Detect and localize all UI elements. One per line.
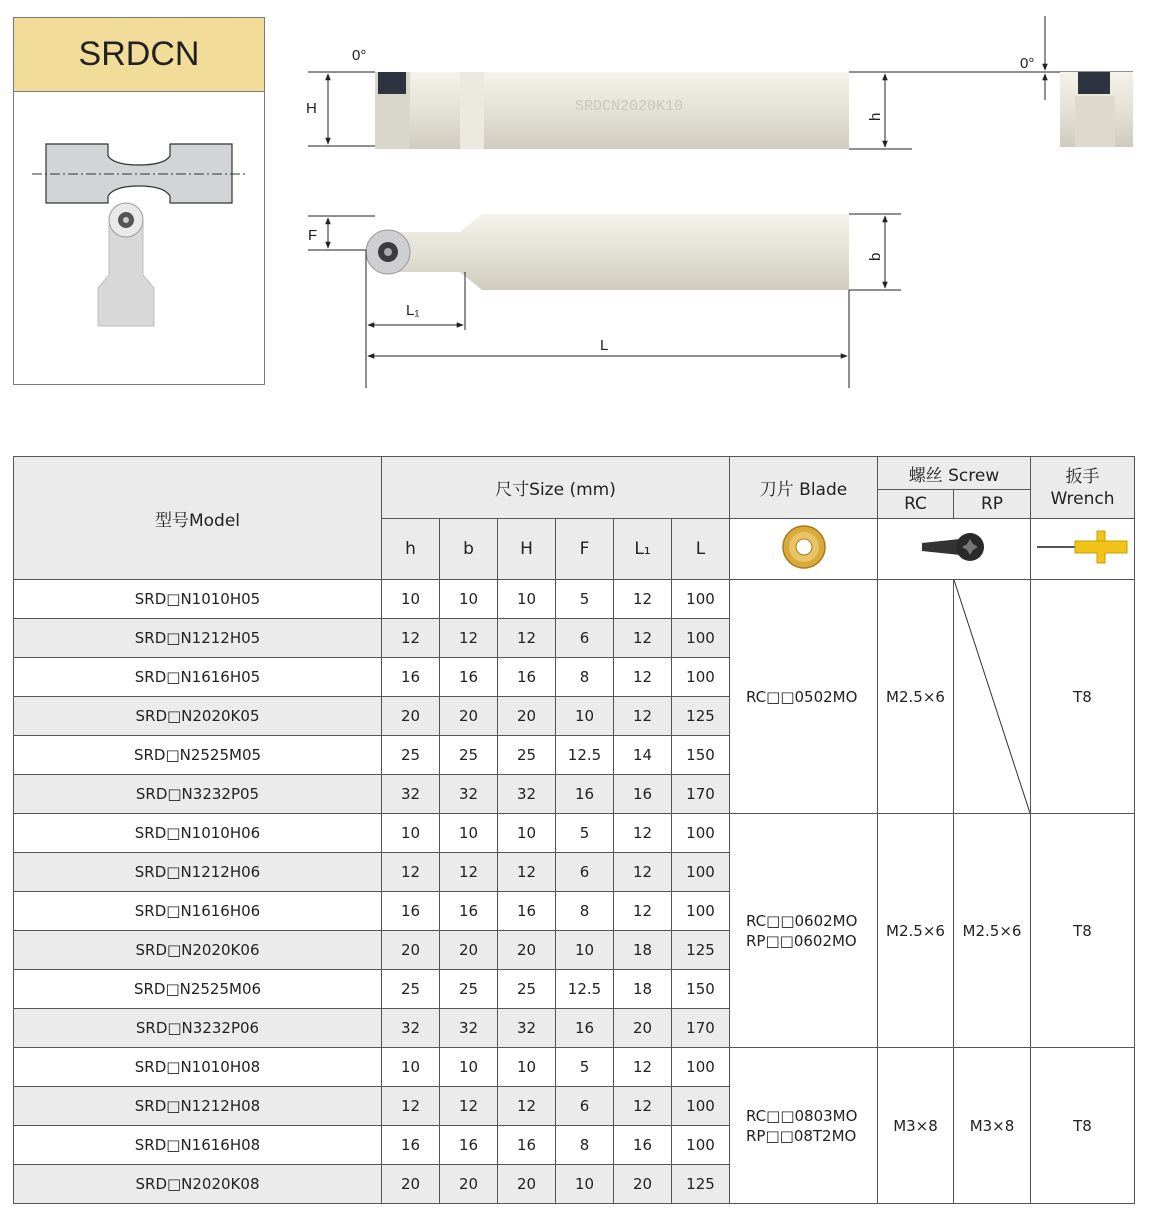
screw-image-cell (878, 519, 1031, 580)
model-cell: SRD□N1212H08 (14, 1087, 382, 1126)
size-cell-H: 25 (498, 736, 556, 775)
model-cell: SRD□N1616H06 (14, 892, 382, 931)
header-col-h: h (382, 519, 440, 580)
size-cell-h: 32 (382, 775, 440, 814)
blade-image-cell (730, 519, 878, 580)
size-cell-b: 20 (440, 1165, 498, 1204)
model-cell: SRD□N1616H08 (14, 1126, 382, 1165)
F-label: F (308, 227, 318, 244)
top-view-screw-center (384, 248, 392, 256)
size-cell-L: 100 (672, 892, 730, 931)
size-cell-b: 10 (440, 1048, 498, 1087)
size-cell-L: 100 (672, 658, 730, 697)
size-cell-h: 12 (382, 619, 440, 658)
model-cell: SRD□N1212H05 (14, 619, 382, 658)
size-cell-H: 10 (498, 814, 556, 853)
table-row (14, 580, 1135, 619)
size-cell-b: 32 (440, 775, 498, 814)
table-row (14, 814, 1135, 853)
angle-left-label: 0° (352, 47, 367, 64)
model-cell: SRD□N2020K08 (14, 1165, 382, 1204)
size-cell-F: 6 (556, 1087, 614, 1126)
header-col-L: L (672, 519, 730, 580)
size-cell-F: 8 (556, 658, 614, 697)
side-view (306, 47, 915, 149)
size-cell-L: 150 (672, 970, 730, 1009)
size-cell-H: 32 (498, 1009, 556, 1048)
size-cell-L1: 16 (614, 775, 672, 814)
size-cell-L: 100 (672, 853, 730, 892)
size-cell-L1: 12 (614, 853, 672, 892)
size-cell-F: 8 (556, 1126, 614, 1165)
header-model: 型号Model (14, 457, 382, 580)
size-cell-H: 25 (498, 970, 556, 1009)
size-cell-H: 12 (498, 1087, 556, 1126)
size-cell-L1: 20 (614, 1165, 672, 1204)
size-cell-L1: 14 (614, 736, 672, 775)
blade-cell (730, 580, 878, 814)
product-code-title: SRDCN (14, 18, 264, 92)
header-screw: 螺丝 Screw (878, 457, 1031, 490)
size-cell-b: 16 (440, 658, 498, 697)
blade-insert-icon (779, 522, 829, 572)
blade-code: RP□□0602MO (746, 931, 857, 950)
size-cell-L: 100 (672, 1087, 730, 1126)
size-cell-b: 32 (440, 1009, 498, 1048)
blade-cell (730, 1048, 878, 1204)
header-col-H: H (498, 519, 556, 580)
size-cell-b: 20 (440, 931, 498, 970)
size-cell-h: 20 (382, 1165, 440, 1204)
size-cell-b: 25 (440, 736, 498, 775)
tool-shank (98, 222, 154, 326)
size-cell-H: 16 (498, 658, 556, 697)
size-cell-b: 10 (440, 580, 498, 619)
size-cell-F: 16 (556, 1009, 614, 1048)
size-cell-L: 150 (672, 736, 730, 775)
model-cell: SRD□N1010H08 (14, 1048, 382, 1087)
size-cell-b: 16 (440, 1126, 498, 1165)
product-badge (13, 17, 265, 385)
size-cell-L1: 12 (614, 697, 672, 736)
size-cell-h: 32 (382, 1009, 440, 1048)
technical-drawings (300, 10, 1150, 400)
size-cell-H: 20 (498, 697, 556, 736)
size-cell-L: 170 (672, 1009, 730, 1048)
header-size: 尺寸Size (mm) (382, 457, 730, 519)
size-cell-F: 12.5 (556, 970, 614, 1009)
spec-table-body (14, 580, 1135, 1204)
size-cell-H: 16 (498, 892, 556, 931)
size-cell-F: 5 (556, 580, 614, 619)
model-cell: SRD□N1616H05 (14, 658, 382, 697)
shank-marking: SRDCN2020K10 (575, 98, 684, 115)
size-cell-F: 8 (556, 892, 614, 931)
size-cell-h: 12 (382, 853, 440, 892)
size-cell-L: 100 (672, 1126, 730, 1165)
screw-rp-cell: M3×8 (954, 1048, 1031, 1204)
model-cell: SRD□N3232P05 (14, 775, 382, 814)
size-cell-L: 170 (672, 775, 730, 814)
size-cell-h: 12 (382, 1087, 440, 1126)
size-cell-h: 10 (382, 1048, 440, 1087)
side-view-neck (460, 72, 484, 149)
size-cell-L1: 12 (614, 1048, 672, 1087)
size-cell-H: 20 (498, 1165, 556, 1204)
size-cell-h: 10 (382, 580, 440, 619)
H-label: H (306, 100, 317, 117)
model-cell: SRD□N3232P06 (14, 1009, 382, 1048)
size-cell-L1: 12 (614, 658, 672, 697)
size-cell-h: 25 (382, 970, 440, 1009)
wrench-cell: T8 (1031, 1048, 1135, 1204)
size-cell-h: 16 (382, 658, 440, 697)
size-cell-F: 6 (556, 853, 614, 892)
size-cell-b: 20 (440, 697, 498, 736)
screw-rp-empty-cell (954, 580, 1031, 814)
L1-label: L₁ (406, 302, 420, 319)
blade-cell (730, 814, 878, 1048)
model-cell: SRD□N2020K05 (14, 697, 382, 736)
header-col-L1: L₁ (614, 519, 672, 580)
wrench-cell: T8 (1031, 580, 1135, 814)
model-cell: SRD□N1010H06 (14, 814, 382, 853)
size-cell-h: 25 (382, 736, 440, 775)
size-cell-F: 12.5 (556, 736, 614, 775)
blade-code: RC□□0803MO (746, 1106, 858, 1125)
size-cell-L: 125 (672, 1165, 730, 1204)
wrench-image-cell (1031, 519, 1135, 580)
screw-rc-cell: M2.5×6 (878, 580, 954, 814)
size-cell-L: 100 (672, 580, 730, 619)
header-wrench-label: 扳手 Wrench (1050, 466, 1115, 509)
header-col-F: F (556, 519, 614, 580)
table-row (14, 1048, 1135, 1087)
size-cell-H: 20 (498, 931, 556, 970)
size-cell-L1: 12 (614, 580, 672, 619)
top-view-shank (380, 214, 849, 290)
top-view (308, 214, 901, 388)
model-cell: SRD□N2020K06 (14, 931, 382, 970)
size-cell-h: 20 (382, 697, 440, 736)
blade-code: RP□□08T2MO (746, 1126, 857, 1145)
model-cell: SRD□N1212H06 (14, 853, 382, 892)
size-cell-b: 25 (440, 970, 498, 1009)
size-cell-L: 125 (672, 931, 730, 970)
header-screw-rc: RC (878, 490, 954, 519)
header-blade: 刀片 Blade (730, 457, 878, 519)
size-cell-F: 5 (556, 814, 614, 853)
size-cell-H: 10 (498, 580, 556, 619)
size-cell-L1: 12 (614, 892, 672, 931)
model-cell: SRD□N2525M05 (14, 736, 382, 775)
header-col-b: b (440, 519, 498, 580)
size-cell-L1: 18 (614, 970, 672, 1009)
blade-code: RC□□0502MO (746, 687, 858, 706)
model-cell: SRD□N1010H05 (14, 580, 382, 619)
size-cell-b: 12 (440, 853, 498, 892)
size-cell-L: 100 (672, 619, 730, 658)
size-cell-L1: 12 (614, 1087, 672, 1126)
size-cell-F: 10 (556, 931, 614, 970)
size-cell-L1: 12 (614, 619, 672, 658)
not-applicable-diagonal (954, 580, 1030, 813)
size-cell-F: 16 (556, 775, 614, 814)
size-cell-h: 16 (382, 892, 440, 931)
size-cell-L1: 18 (614, 931, 672, 970)
size-cell-b: 16 (440, 892, 498, 931)
b-label: b (867, 252, 884, 261)
torx-wrench-icon (1035, 527, 1131, 567)
size-cell-L1: 16 (614, 1126, 672, 1165)
size-cell-H: 12 (498, 853, 556, 892)
size-cell-H: 10 (498, 1048, 556, 1087)
header-wrench (1031, 457, 1135, 519)
spec-table (13, 456, 1135, 1204)
size-cell-F: 10 (556, 1165, 614, 1204)
screw-rc-cell: M2.5×6 (878, 814, 954, 1048)
side-view-insert (378, 72, 406, 94)
size-cell-h: 16 (382, 1126, 440, 1165)
end-view-slot (1075, 96, 1115, 147)
size-cell-L: 100 (672, 1048, 730, 1087)
size-cell-H: 16 (498, 1126, 556, 1165)
size-cell-L1: 20 (614, 1009, 672, 1048)
wrench-cell: T8 (1031, 814, 1135, 1048)
h-label: h (867, 112, 884, 121)
application-diagram (14, 92, 264, 384)
size-cell-b: 12 (440, 1087, 498, 1126)
size-cell-H: 32 (498, 775, 556, 814)
size-cell-L1: 12 (614, 814, 672, 853)
size-cell-F: 6 (556, 619, 614, 658)
blade-code: RC□□0602MO (746, 911, 858, 930)
L-label: L (600, 337, 609, 354)
screw-rp-cell: M2.5×6 (954, 814, 1031, 1048)
screw-rc-cell: M3×8 (878, 1048, 954, 1204)
insert-screw-center (123, 217, 129, 223)
end-view-insert (1078, 72, 1110, 94)
angle-right-label: 0° (1020, 55, 1035, 72)
size-cell-b: 12 (440, 619, 498, 658)
header-screw-rp: RP (954, 490, 1031, 519)
size-cell-H: 12 (498, 619, 556, 658)
torx-screw-icon (914, 527, 994, 567)
size-cell-L: 100 (672, 814, 730, 853)
size-cell-F: 10 (556, 697, 614, 736)
size-cell-b: 10 (440, 814, 498, 853)
size-cell-h: 10 (382, 814, 440, 853)
size-cell-L: 125 (672, 697, 730, 736)
model-cell: SRD□N2525M06 (14, 970, 382, 1009)
size-cell-F: 5 (556, 1048, 614, 1087)
end-view (915, 16, 1133, 147)
size-cell-h: 20 (382, 931, 440, 970)
